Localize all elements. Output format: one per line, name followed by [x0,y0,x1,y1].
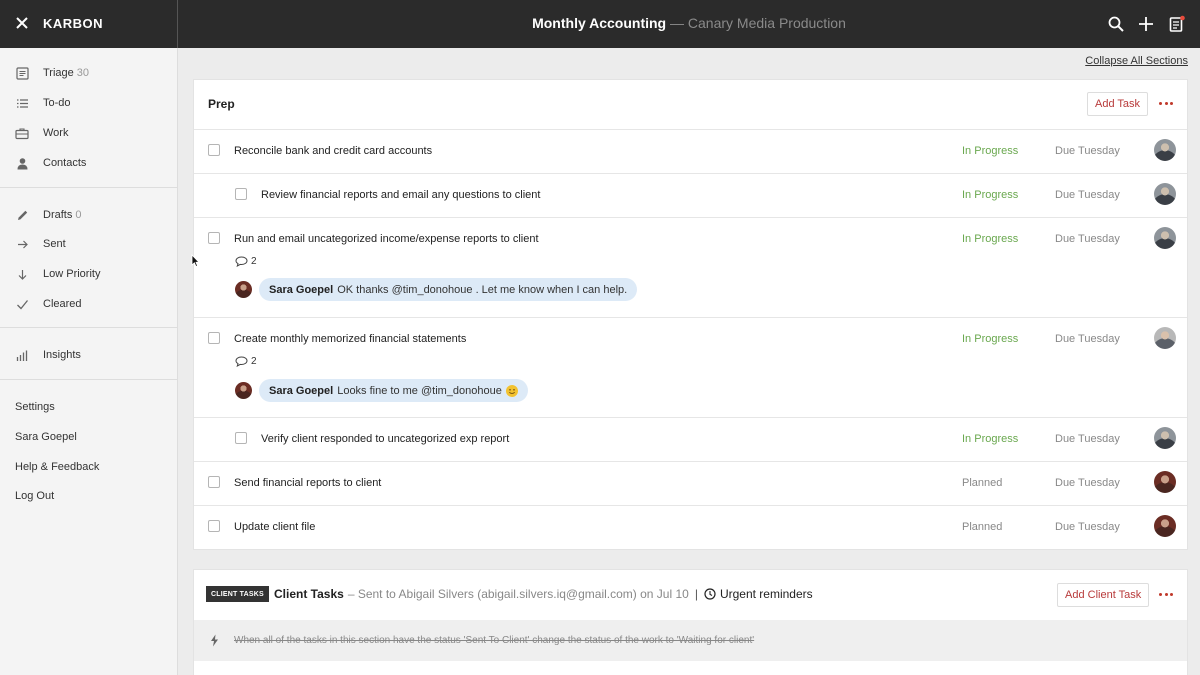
sidebar-item-profile[interactable] [0,424,177,450]
task-due-date[interactable]: Due Tuesday [1055,145,1120,157]
comment-icon [235,356,248,367]
task-checkbox[interactable] [208,332,220,344]
task-status[interactable]: In Progress [962,333,1019,345]
sidebar-divider [0,379,177,380]
page-title [178,15,1200,31]
task-due-date[interactable]: Due Tuesday [1055,433,1120,445]
task-title[interactable]: Verify client responded to uncategorized exp report [261,433,510,445]
task-row[interactable] [194,130,1187,174]
drafts-count: 0 [75,209,82,221]
automation-rule-text: When all of the tasks in this section have the status 'Sent To Client' change the status of the work to 'Waiting for client' [234,635,755,646]
task-due-date[interactable]: Due Tuesday [1055,189,1120,201]
sidebar-item-label: Settings [15,401,55,413]
client-name[interactable]: Canary Media Production [687,15,846,31]
sidebar-item-low-priority[interactable] [0,261,177,287]
task-due-date[interactable]: Due Tuesday [1055,477,1120,489]
triage-count: 30 [76,67,90,79]
comment-bubble[interactable] [259,379,528,402]
sidebar-item-label: Work [43,127,69,139]
sidebar-item-todo[interactable] [0,90,177,116]
title-separator: — [670,15,685,31]
top-bar [0,0,1200,48]
sidebar-item-label: Sara Goepel [15,431,77,443]
assignee-avatar[interactable] [1154,327,1176,349]
task-title[interactable]: Reconcile bank and credit card accounts [234,145,433,157]
sidebar-item-label: To-do [43,97,71,109]
comment-bubble[interactable] [259,278,637,301]
sidebar-item-work[interactable] [0,120,177,146]
task-row[interactable] [194,318,1187,418]
client-tasks-badge: CLIENT TASKS [206,586,269,602]
lightning-icon [210,634,219,647]
task-status[interactable]: Planned [962,521,1003,533]
sidebar-divider [0,327,177,328]
sidebar-item-label: Help & Feedback [15,461,100,473]
section-header [194,570,1187,620]
sidebar-item-label: Low Priority [43,268,101,280]
client-tasks-title [274,587,813,601]
assignee-avatar[interactable] [1154,227,1176,249]
add-task-button[interactable]: Add Task [1087,92,1148,116]
task-row[interactable] [194,174,1187,218]
task-title[interactable]: Create monthly memorized financial statements [234,333,467,345]
section-title: Prep [208,97,235,111]
assignee-avatar[interactable] [1154,471,1176,493]
task-due-date[interactable]: Due Tuesday [1055,233,1120,245]
task-row[interactable] [194,418,1187,462]
close-icon[interactable] [14,15,30,31]
client-tasks-section [193,569,1188,675]
briefcase-icon [15,126,29,140]
comment-text: Looks fine to me @tim_donohoue [337,384,502,397]
comment-author: Sara Goepel [269,283,334,296]
comment-icon [235,256,248,267]
arrow-down-icon [15,267,29,281]
sidebar-item-triage[interactable] [0,60,177,86]
sidebar-divider [0,187,177,188]
sidebar-item-insights[interactable] [0,342,177,368]
task-checkbox[interactable] [208,476,220,488]
add-client-task-button[interactable]: Add Client Task [1057,583,1149,607]
section-title: Client Tasks [274,587,344,601]
task-title[interactable]: Update client file [234,521,316,533]
task-checkbox[interactable] [235,432,247,444]
sidebar-item-label: Cleared [43,298,82,310]
notes-icon[interactable] [1168,15,1186,33]
sidebar-item-label: Insights [43,349,81,361]
more-options-icon[interactable] [1159,99,1175,109]
task-status[interactable]: In Progress [962,233,1019,245]
arrow-right-icon [15,237,29,251]
prep-section [193,79,1188,550]
check-icon [15,297,29,311]
sidebar-item-contacts[interactable] [0,150,177,176]
sidebar-item-drafts[interactable] [0,202,177,228]
sent-to-info: – Sent to Abigail Silvers (abigail.silvers.iq@gmail.com) on Jul 10 [347,587,689,601]
task-row[interactable] [194,506,1187,550]
section-header [194,80,1187,130]
clock-icon [704,588,716,600]
commenter-avatar[interactable] [235,382,252,399]
comment-text: OK thanks @tim_donohoue . Let me know when I can help. [337,283,628,296]
comment-author: Sara Goepel [269,384,334,397]
task-status[interactable]: Planned [962,477,1003,489]
title-pipe: | [694,587,698,601]
triage-icon [15,66,29,80]
task-status[interactable]: In Progress [962,189,1019,201]
task-checkbox[interactable] [235,188,247,200]
assignee-avatar[interactable] [1154,139,1176,161]
task-title[interactable]: Run and email uncategorized income/expense reports to client [234,233,539,245]
mouse-cursor-icon [191,254,200,268]
sidebar-item-label: Drafts 0 [43,209,82,221]
sidebar-item-cleared[interactable] [0,291,177,317]
collapse-all-sections-link[interactable]: Collapse All Sections [1085,55,1188,67]
sidebar-item-logout[interactable] [0,483,177,509]
sidebar-item-label: Sent [43,238,66,250]
task-status[interactable]: In Progress [962,433,1019,445]
person-icon [15,156,29,170]
task-status[interactable]: In Progress [962,145,1019,157]
sidebar-item-help[interactable] [0,454,177,480]
automation-rule[interactable] [194,620,1187,661]
smile-emoji-icon [506,385,518,397]
search-icon[interactable] [1107,15,1125,33]
brand-logo: KARBON [43,16,104,31]
plus-icon[interactable] [1137,15,1155,33]
task-due-date[interactable]: Due Tuesday [1055,333,1120,345]
comment-count[interactable]: 2 [235,356,257,367]
comment-count[interactable]: 2 [235,256,257,267]
list-icon [15,96,29,110]
work-title: Monthly Accounting [532,15,667,31]
sidebar-item-settings[interactable] [0,394,177,420]
task-checkbox[interactable] [208,232,220,244]
sidebar-item-label: Contacts [43,157,87,169]
task-row[interactable] [194,218,1187,318]
task-checkbox[interactable] [208,520,220,532]
sidebar-item-label: Log Out [15,490,55,502]
task-row[interactable] [194,462,1187,506]
pencil-icon [15,208,29,222]
task-title[interactable]: Review financial reports and email any questions to client [261,189,541,201]
bar-chart-icon [15,348,29,362]
sidebar-item-label: Triage 30 [43,67,90,79]
commenter-avatar[interactable] [235,281,252,298]
sidebar [0,48,178,675]
sidebar-item-sent[interactable] [0,231,177,257]
more-options-icon[interactable] [1159,590,1175,600]
assignee-avatar[interactable] [1154,515,1176,537]
urgent-reminders-link[interactable]: Urgent reminders [719,587,813,601]
assignee-avatar[interactable] [1154,183,1176,205]
task-checkbox[interactable] [208,144,220,156]
task-due-date[interactable]: Due Tuesday [1055,521,1120,533]
task-title[interactable]: Send financial reports to client [234,477,382,489]
assignee-avatar[interactable] [1154,427,1176,449]
